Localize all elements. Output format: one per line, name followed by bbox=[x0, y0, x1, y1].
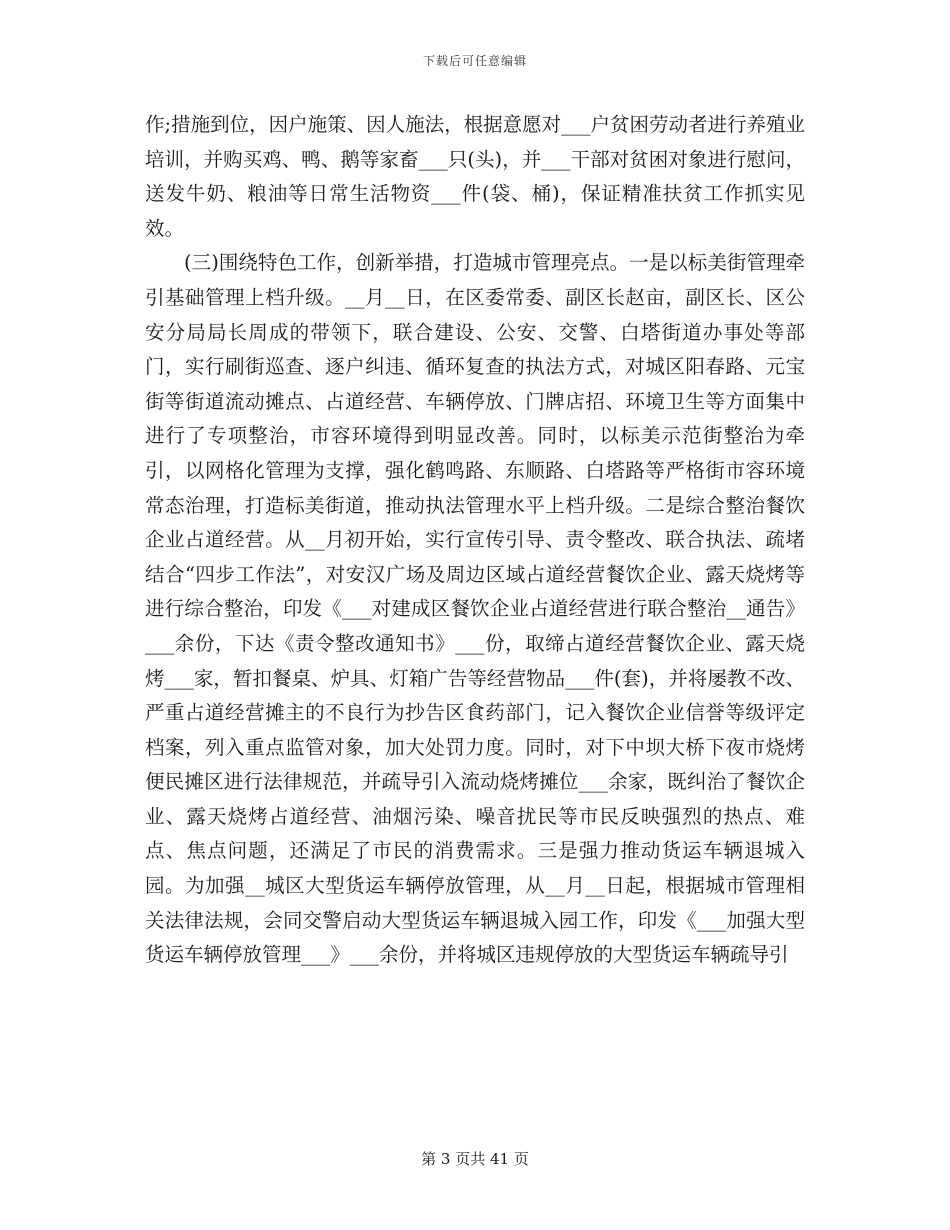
document-body bbox=[145, 108, 805, 973]
paragraph-section-three: (三)围绕特色工作，创新举措，打造城市管理亮点。一是以标美街管理牵引基础管理上档升级。__月__日，在区委常委、副区长赵亩，副区长、区公安分局局长周成的带领下，联合建设、公安、交警、白塔街道办事处等部门，实行刷街巡查、逐户纠违、循环复查的执法方式，对城区阳春路、元宝街等街道流动摊点、占道经营、车辆停放、门牌店招、环境卫生等方面集中进行了专项整治，市容环境得到明显改善。同时，以标美示范街整治为牵引，以网格化管理为支撑，强化鹤鸣路、东顺路、白塔路等严格街市容环境常态治理，打造标美街道，推动执法管理水平上档升级。二是综合整治餐饮企业占道经营。从__月初开始，实行宣传引导、责令整改、联合执法、疏堵结合“四步工作法”，对安汉广场及周边区域占道经营餐饮企业、露天烧烤等进行综合整治，印发《___对建成区餐饮企业占道经营进行联合整治__通告》___余份，下达《责令整改通知书》___份，取缔占道经营餐饮企业、露天烧烤___家，暂扣餐桌、炉具、灯箱广告等经营物品___件(套)，并将屡教不改、严重占道经营摊主的不良行为抄告区食药部门，记入餐饮企业信誉等级评定档案，列入重点监管对象，加大处罚力度。同时，对下中坝大桥下夜市烧烤便民摊区进行法律规范，并疏导引入流动烧烤摊位___余家，既纠治了餐饮企业、露天烧烤占道经营、油烟污染、噪音扰民等市民反映强烈的热点、难点、焦点问题，还满足了市民的消费需求。三是强力推动货运车辆退城入园。为加强__城区大型货运车辆停放管理，从__月__日起，根据城市管理相关法律法规，会同交警启动大型货运车辆退城入园工作，印发《___加强大型货运车辆停放管理___》___余份，并将城区违规停放的大型货运车辆疏导引 bbox=[145, 251, 805, 967]
page-header-note: 下载后可任意编辑 bbox=[422, 54, 527, 68]
page-number: 第 3 页共 41 页 bbox=[421, 1150, 529, 1168]
paragraph-continuation: 作;措施到位，因户施策、因人施法，根据意愿对___户贫困劳动者进行养殖业培训，并购买鸡、鸭、鹅等家畜___只(头)，并___干部对贫困对象进行慰问，送发牛奶、粮油等日常生活物资___件(袋、桶)，保证精准扶贫工作抓实见效。 bbox=[145, 113, 805, 240]
